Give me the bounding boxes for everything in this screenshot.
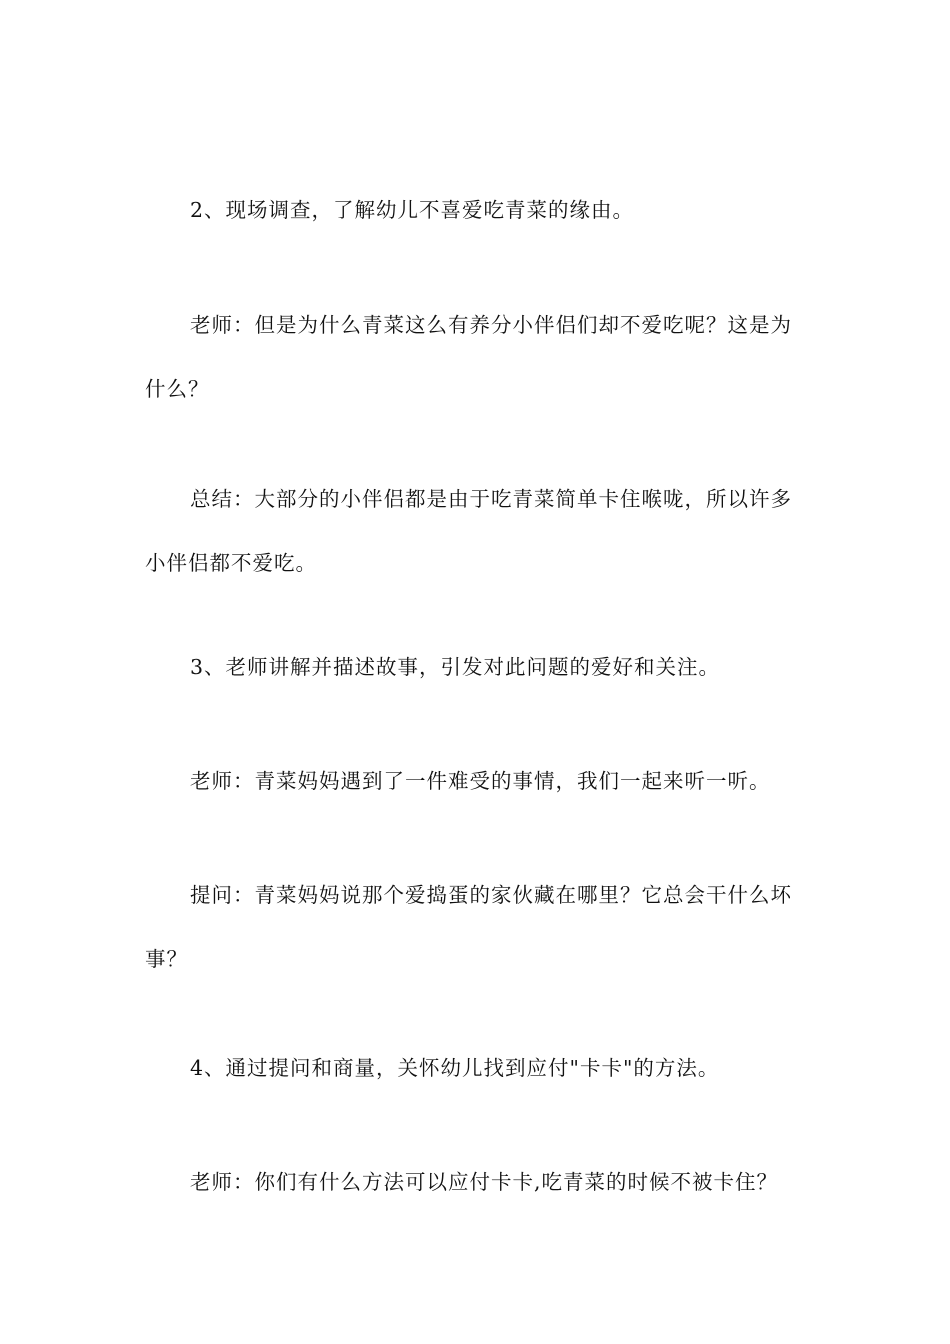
paragraph-summary: 总结：大部分的小伴侣都是由于吃青菜简单卡住喉咙，所以许多小伴侣都不爱吃。 (145, 487, 792, 575)
paragraph-step-2: 2、现场调查，了解幼儿不喜爱吃青菜的缘由。 (190, 198, 635, 222)
paragraph-step-3: 3、老师讲解并描述故事，引发对此问题的爱好和关注。 (190, 655, 721, 679)
paragraph-teacher-question-1: 老师：但是为什么青菜这么有养分小伴侣们却不爱吃呢？这是为什么？ (145, 313, 792, 401)
paragraph-question: 提问：青菜妈妈说那个爱捣蛋的家伙藏在哪里？它总会干什么坏事？ (145, 883, 792, 971)
paragraph-step-4: 4、通过提问和商量，关怀幼儿找到应付"卡卡"的方法。 (190, 1056, 720, 1080)
paragraph-teacher-story: 老师：青菜妈妈遇到了一件难受的事情，我们一起来听一听。 (190, 769, 771, 793)
paragraph-teacher-question-2: 老师：你们有什么方法可以应付卡卡,吃青菜的时候不被卡住？ (190, 1170, 779, 1194)
